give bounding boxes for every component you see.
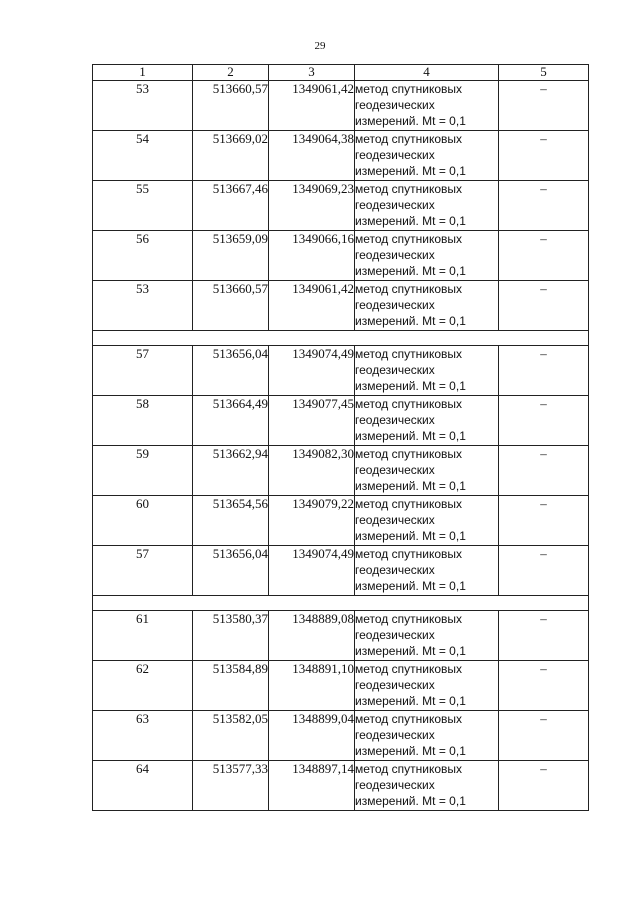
- method-line: геодезических: [355, 198, 435, 212]
- method-line: измерений. Mt = 0,1: [355, 314, 466, 328]
- method-line: измерений. Mt = 0,1: [355, 479, 466, 493]
- method-line: измерений. Mt = 0,1: [355, 744, 466, 758]
- point-number-cell: 62: [93, 661, 193, 711]
- y-coordinate-cell: 1348897,14: [269, 761, 355, 811]
- method-line: измерений. Mt = 0,1: [355, 214, 466, 228]
- method-line: метод спутниковых: [355, 612, 463, 626]
- method-cell: [355, 661, 499, 711]
- method-line: геодезических: [355, 563, 435, 577]
- y-coordinate-cell: 1349064,38: [269, 131, 355, 181]
- method-line: геодезических: [355, 413, 435, 427]
- method-line: метод спутниковых: [355, 547, 463, 561]
- x-coordinate-cell: 513659,09: [193, 231, 269, 281]
- y-coordinate-cell: 1348889,08: [269, 611, 355, 661]
- note-cell: –: [499, 281, 589, 331]
- table-row: [93, 396, 589, 446]
- method-line: измерений. Mt = 0,1: [355, 164, 466, 178]
- method-line: геодезических: [355, 298, 435, 312]
- point-number-cell: 53: [93, 281, 193, 331]
- note-cell: –: [499, 396, 589, 446]
- method-cell: [355, 281, 499, 331]
- method-line: геодезических: [355, 628, 435, 642]
- note-cell: –: [499, 231, 589, 281]
- method-line: метод спутниковых: [355, 397, 463, 411]
- y-coordinate-cell: 1349077,45: [269, 396, 355, 446]
- method-line: измерений. Mt = 0,1: [355, 379, 466, 393]
- y-coordinate-cell: 1349069,23: [269, 181, 355, 231]
- method-line: метод спутниковых: [355, 232, 463, 246]
- x-coordinate-cell: 513656,04: [193, 346, 269, 396]
- note-cell: –: [499, 711, 589, 761]
- point-number-cell: 55: [93, 181, 193, 231]
- table-row: [93, 281, 589, 331]
- table-row: [93, 131, 589, 181]
- note-cell: –: [499, 446, 589, 496]
- method-line: метод спутниковых: [355, 282, 463, 296]
- separator-cell: [93, 596, 589, 611]
- x-coordinate-cell: 513669,02: [193, 131, 269, 181]
- column-header: 3: [269, 65, 355, 81]
- x-coordinate-cell: 513582,05: [193, 711, 269, 761]
- note-cell: –: [499, 611, 589, 661]
- method-line: метод спутниковых: [355, 712, 463, 726]
- x-coordinate-cell: 513584,89: [193, 661, 269, 711]
- group-separator-row: [93, 331, 589, 346]
- note-cell: –: [499, 661, 589, 711]
- point-number-cell: 56: [93, 231, 193, 281]
- method-cell: [355, 546, 499, 596]
- method-line: измерений. Mt = 0,1: [355, 579, 466, 593]
- table-row: [93, 661, 589, 711]
- y-coordinate-cell: 1349061,42: [269, 281, 355, 331]
- x-coordinate-cell: 513656,04: [193, 546, 269, 596]
- method-line: метод спутниковых: [355, 447, 463, 461]
- point-number-cell: 53: [93, 81, 193, 131]
- table-row: [93, 81, 589, 131]
- method-line: геодезических: [355, 463, 435, 477]
- x-coordinate-cell: 513662,94: [193, 446, 269, 496]
- x-coordinate-cell: 513580,37: [193, 611, 269, 661]
- method-line: метод спутниковых: [355, 497, 463, 511]
- method-line: измерений. Mt = 0,1: [355, 429, 466, 443]
- method-line: измерений. Mt = 0,1: [355, 264, 466, 278]
- y-coordinate-cell: 1349082,30: [269, 446, 355, 496]
- table-row: [93, 346, 589, 396]
- group-separator-row: [93, 596, 589, 611]
- method-cell: [355, 346, 499, 396]
- column-header: 2: [193, 65, 269, 81]
- method-cell: [355, 131, 499, 181]
- note-cell: –: [499, 181, 589, 231]
- method-line: геодезических: [355, 728, 435, 742]
- note-cell: –: [499, 346, 589, 396]
- page-number: 29: [314, 40, 326, 52]
- point-number-cell: 63: [93, 711, 193, 761]
- table-row: [93, 231, 589, 281]
- method-line: геодезических: [355, 248, 435, 262]
- point-number-cell: 64: [93, 761, 193, 811]
- method-cell: [355, 81, 499, 131]
- method-line: метод спутниковых: [355, 662, 463, 676]
- y-coordinate-cell: 1348899,04: [269, 711, 355, 761]
- note-cell: –: [499, 131, 589, 181]
- method-line: измерений. Mt = 0,1: [355, 529, 466, 543]
- y-coordinate-cell: 1349061,42: [269, 81, 355, 131]
- method-line: метод спутниковых: [355, 182, 463, 196]
- method-line: геодезических: [355, 363, 435, 377]
- point-number-cell: 54: [93, 131, 193, 181]
- x-coordinate-cell: 513577,33: [193, 761, 269, 811]
- method-cell: [355, 446, 499, 496]
- table-row: [93, 446, 589, 496]
- note-cell: –: [499, 496, 589, 546]
- method-cell: [355, 496, 499, 546]
- table-row: [93, 611, 589, 661]
- note-cell: –: [499, 546, 589, 596]
- table-body: [93, 81, 589, 811]
- method-line: геодезических: [355, 98, 435, 112]
- method-line: метод спутниковых: [355, 347, 463, 361]
- y-coordinate-cell: 1348891,10: [269, 661, 355, 711]
- method-line: измерений. Mt = 0,1: [355, 694, 466, 708]
- y-coordinate-cell: 1349074,49: [269, 346, 355, 396]
- method-line: измерений. Mt = 0,1: [355, 794, 466, 808]
- x-coordinate-cell: 513664,49: [193, 396, 269, 446]
- point-number-cell: 57: [93, 346, 193, 396]
- column-header: 5: [499, 65, 589, 81]
- method-cell: [355, 761, 499, 811]
- method-cell: [355, 611, 499, 661]
- point-number-cell: 59: [93, 446, 193, 496]
- note-cell: –: [499, 761, 589, 811]
- y-coordinate-cell: 1349074,49: [269, 546, 355, 596]
- column-header: 1: [93, 65, 193, 81]
- y-coordinate-cell: 1349066,16: [269, 231, 355, 281]
- coordinates-table: [92, 64, 589, 811]
- method-line: геодезических: [355, 678, 435, 692]
- point-number-cell: 57: [93, 546, 193, 596]
- table-row: [93, 761, 589, 811]
- method-cell: [355, 181, 499, 231]
- table-row: [93, 496, 589, 546]
- method-line: метод спутниковых: [355, 82, 463, 96]
- y-coordinate-cell: 1349079,22: [269, 496, 355, 546]
- method-cell: [355, 231, 499, 281]
- method-cell: [355, 711, 499, 761]
- x-coordinate-cell: 513660,57: [193, 281, 269, 331]
- method-cell: [355, 396, 499, 446]
- x-coordinate-cell: 513660,57: [193, 81, 269, 131]
- table-row: [93, 181, 589, 231]
- method-line: геодезических: [355, 778, 435, 792]
- method-line: измерений. Mt = 0,1: [355, 114, 466, 128]
- method-line: метод спутниковых: [355, 762, 463, 776]
- table-row: [93, 546, 589, 596]
- separator-cell: [93, 331, 589, 346]
- point-number-cell: 60: [93, 496, 193, 546]
- method-line: метод спутниковых: [355, 132, 463, 146]
- point-number-cell: 58: [93, 396, 193, 446]
- x-coordinate-cell: 513667,46: [193, 181, 269, 231]
- header-row: [93, 65, 589, 81]
- table-row: [93, 711, 589, 761]
- method-line: геодезических: [355, 513, 435, 527]
- method-line: измерений. Mt = 0,1: [355, 644, 466, 658]
- column-header: 4: [355, 65, 499, 81]
- note-cell: –: [499, 81, 589, 131]
- method-line: геодезических: [355, 148, 435, 162]
- point-number-cell: 61: [93, 611, 193, 661]
- x-coordinate-cell: 513654,56: [193, 496, 269, 546]
